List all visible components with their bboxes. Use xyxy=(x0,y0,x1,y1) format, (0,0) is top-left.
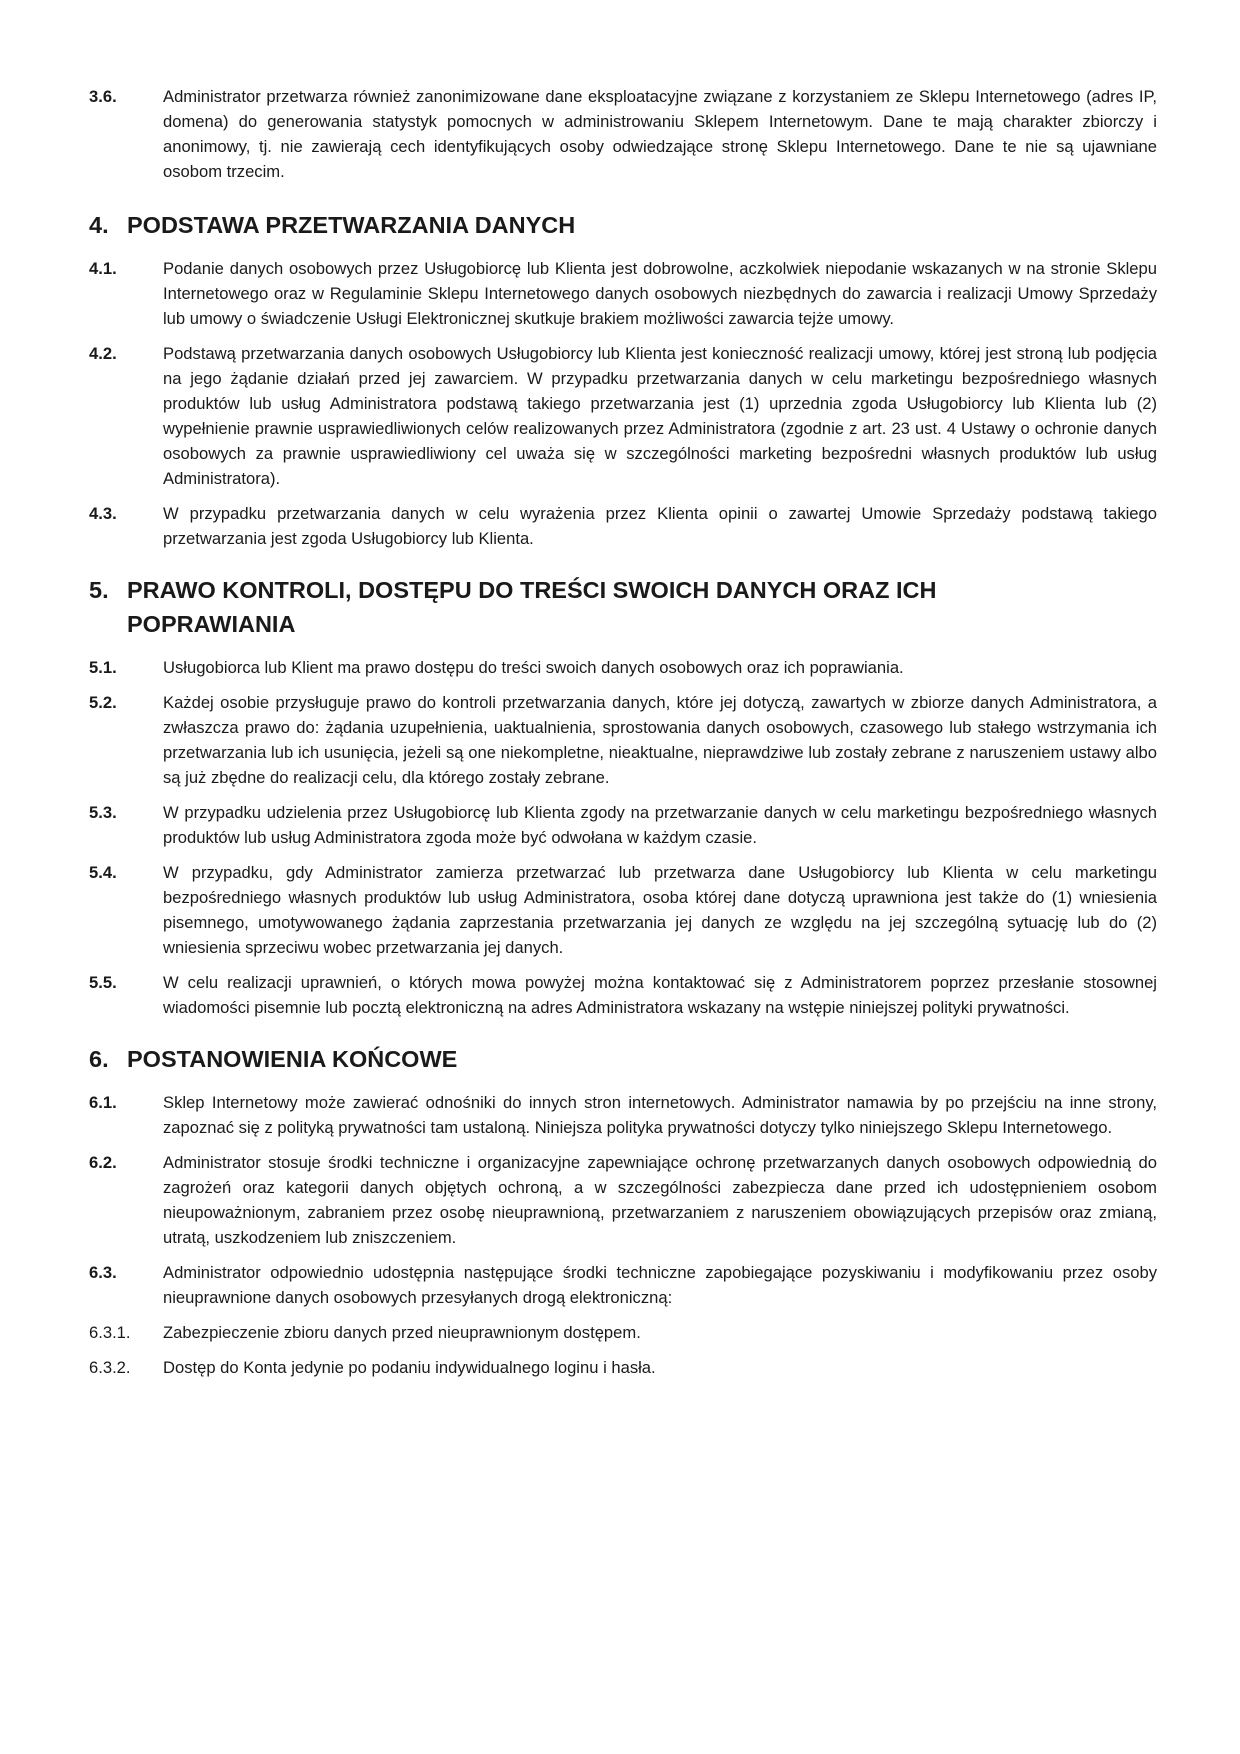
clause-item xyxy=(89,655,1157,680)
section-number: 6. xyxy=(89,1046,109,1072)
clause-text: Usługobiorca lub Klient ma prawo dostępu do treści swoich danych osobowych oraz ich poprawiania. xyxy=(163,658,904,677)
clause-item xyxy=(89,1150,1157,1250)
clause-text: Administrator przetwarza również zanonimizowane dane eksploatacyjne związane z korzystaniem ze Sklepu Internetowego (adres IP, domena) do generowania statystyk pomocnych w administrowaniu Sklepem Internetowym. Dane te mają charakter zbiorczy i anonimowy, tj. nie zawierają cech identyfikujących osoby odwiedzające stronę Sklepu Internetowego. Dane te nie są ujawniane osobom trzecim. xyxy=(163,87,1157,181)
clause-number: 6.3.1. xyxy=(89,1323,131,1342)
clause-item xyxy=(89,84,1157,184)
document-page xyxy=(89,84,1157,1390)
clause-text: Administrator stosuje środki techniczne i organizacyjne zapewniające ochronę przetwarzanych danych osobowych odpowiednią do zagrożeń oraz kategorii danych objętych ochroną, a w szczególności zabezpiecza dane przed ich udostępnieniem osobom nieupoważnionym, zabraniem przez osobę nieuprawnioną, przetwarzaniem z naruszeniem obowiązujących przepisów oraz zmianą, utratą, uszkodzeniem lub zniszczeniem. xyxy=(163,1153,1157,1247)
clause-text: W celu realizacji uprawnień, o których mowa powyżej można kontaktować się z Administratorem poprzez przesłanie stosownej wiadomości pisemnie lub pocztą elektroniczną na adres Administratora wskazany na wstępie niniejszej polityki prywatności. xyxy=(163,973,1157,1017)
section-title: POSTANOWIENIA KOŃCOWE xyxy=(127,1046,458,1072)
section-heading xyxy=(89,573,1157,641)
clause-item xyxy=(89,501,1157,551)
clause-text: Dostęp do Konta jedynie po podaniu indywidualnego loginu i hasła. xyxy=(163,1358,656,1377)
clause-item xyxy=(89,1320,1157,1345)
clause-text: Każdej osobie przysługuje prawo do kontroli przetwarzania danych, które jej dotyczą, zawartych w zbiorze danych Administratora, a zwłaszcza prawo do: żądania uzupełnienia, uaktualnienia, sprostowania danych osobowych, czasowego lub stałego wstrzymania ich przetwarzania lub ich usunięcia, jeżeli są one niekompletne, nieaktualne, nieprawdziwe lub zostały zebrane z naruszeniem ustawy albo są już zbędne do realizacji celu, dla którego zostały zebrane. xyxy=(163,693,1157,787)
clause-number: 5.4. xyxy=(89,863,117,882)
clause-item xyxy=(89,1355,1157,1380)
section-title: PRAWO KONTROLI, DOSTĘPU DO TREŚCI SWOICH DANYCH ORAZ ICH POPRAWIANIA xyxy=(127,577,937,637)
section-heading xyxy=(89,1042,1157,1076)
clause-text: W przypadku, gdy Administrator zamierza przetwarzać lub przetwarza dane Usługobiorcy lub Klienta w celu marketingu bezpośredniego własnych produktów lub usług Administratora, osoba której dane dotyczą uprawniona jest także do (1) wniesienia pisemnego, umotywowanego żądania zaprzestania przetwarzania jej danych ze względu na jej szczególną sytuację lub do (2) wniesienia sprzeciwu wobec przetwarzania jej danych. xyxy=(163,863,1157,957)
clause-text: W przypadku udzielenia przez Usługobiorcę lub Klienta zgody na przetwarzanie danych w celu marketingu bezpośredniego własnych produktów lub usług Administratora zgoda może być odwołana w każdym czasie. xyxy=(163,803,1157,847)
clause-item xyxy=(89,1260,1157,1310)
clause-number: 4.1. xyxy=(89,259,117,278)
clause-number: 5.5. xyxy=(89,973,117,992)
clause-item xyxy=(89,1090,1157,1140)
clause-text: Podstawą przetwarzania danych osobowych Usługobiorcy lub Klienta jest konieczność realizacji umowy, której jest stroną lub podjęcia na jego żądanie działań przed jej zawarciem. W przypadku przetwarzania danych w celu marketingu bezpośredniego własnych produktów lub usług Administratora podstawą takiego przetwarzania jest (1) uprzednia zgoda Usługobiorcy lub Klienta lub (2) wypełnienie prawnie usprawiedliwionych celów realizowanych przez Administratora (zgodnie z art. 23 ust. 4 Ustawy o ochronie danych osobowych za prawnie usprawiedliwiony cel uważa się w szczególności marketing bezpośredni własnych produktów lub usług Administratora). xyxy=(163,344,1157,488)
clause-text: Administrator odpowiednio udostępnia następujące środki techniczne zapobiegające pozyskiwaniu i modyfikowaniu przez osoby nieuprawnione danych osobowych przesyłanych drogą elektroniczną: xyxy=(163,1263,1157,1307)
clause-number: 4.2. xyxy=(89,344,117,363)
clause-number: 5.2. xyxy=(89,693,117,712)
clause-number: 6.3. xyxy=(89,1263,117,1282)
section-number: 5. xyxy=(89,577,109,603)
section-title: PODSTAWA PRZETWARZANIA DANYCH xyxy=(127,212,576,238)
section-number: 4. xyxy=(89,212,109,238)
clause-number: 4.3. xyxy=(89,504,117,523)
clause-number: 3.6. xyxy=(89,87,117,106)
clause-text: Sklep Internetowy może zawierać odnośniki do innych stron internetowych. Administrator namawia by po przejściu na inne strony, zapoznać się z polityką prywatności tam ustaloną. Niniejsza polityka prywatności dotyczy tylko niniejszego Sklepu Internetowego. xyxy=(163,1093,1157,1137)
section-heading xyxy=(89,208,1157,242)
clause-number: 6.3.2. xyxy=(89,1358,131,1377)
clause-number: 6.2. xyxy=(89,1153,117,1172)
clause-item xyxy=(89,800,1157,850)
clause-text: Zabezpieczenie zbioru danych przed nieuprawnionym dostępem. xyxy=(163,1323,641,1342)
clause-text: Podanie danych osobowych przez Usługobiorcę lub Klienta jest dobrowolne, aczkolwiek niepodanie wskazanych w na stronie Sklepu Internetowego oraz w Regulaminie Sklepu Internetowego danych osobowych niezbędnych do zawarcia i realizacji Umowy Sprzedaży lub umowy o świadczenie Usługi Elektronicznej skutkuje brakiem możliwości zawarcia tejże umowy. xyxy=(163,259,1157,328)
clause-item xyxy=(89,341,1157,491)
clause-number: 5.3. xyxy=(89,803,117,822)
clause-item xyxy=(89,256,1157,331)
clause-number: 6.1. xyxy=(89,1093,117,1112)
clause-item xyxy=(89,860,1157,960)
clause-text: W przypadku przetwarzania danych w celu wyrażenia przez Klienta opinii o zawartej Umowie Sprzedaży podstawą takiego przetwarzania jest zgoda Usługobiorcy lub Klienta. xyxy=(163,504,1157,548)
clause-item xyxy=(89,970,1157,1020)
clause-number: 5.1. xyxy=(89,658,117,677)
clause-item xyxy=(89,690,1157,790)
